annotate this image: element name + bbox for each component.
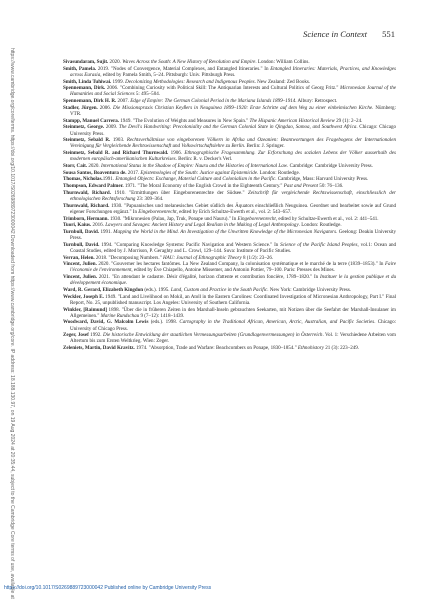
side-notice-text: https://www.cambridge.org/core/terms. https://doi.org/10.1017/S0269889723000042 Downloaded from https://www.cambridge.org/core. IP address: 18.188.130.97, on 19 Aug 2024 at 20:35:44, subject to the Cambridge Core terms of use, available at bbox=[9, 48, 15, 599]
reference-text: (eds.). 1998. bbox=[148, 319, 180, 326]
reference-author: Vincent, Julien. bbox=[63, 274, 98, 281]
reference-title: HAU: Journal of Ethnographic Theory bbox=[162, 254, 242, 261]
reference-entry bbox=[63, 170, 396, 176]
reference-author: Zeleniets, Martin, David Kravitz. bbox=[63, 345, 135, 352]
reference-text: , vol.1: Ocean and Coastal Studies, edited by J. Morrison, P. Geraghty and L. Crowl, 129–144. Suva: Institute of Pacific Studies. bbox=[70, 241, 396, 254]
reference-text: 1974. "Absorption, Trade and Warfare: Beachcombers on Ponape, 1830–1854." bbox=[134, 345, 298, 352]
reference-text: 21 (3): 223–249. bbox=[323, 345, 360, 352]
reference-text: . London: William Collins. bbox=[255, 59, 310, 65]
reference-text: 2016. bbox=[91, 222, 106, 229]
reference-entry bbox=[63, 79, 396, 85]
reference-text: 1949. "The Evolution of Weights and Measures in New Spain." bbox=[118, 117, 250, 124]
reference-title: Rechtsverhältnisse von eingeborenen Völkern in Afrika und Ozeanien: Beantwortungen des Fragebogens der Internationalen Vereinigung für Vergleichende Rechtswissenschaft und Volkswirtschaftslehre zu Berlin bbox=[70, 137, 396, 150]
reference-entry bbox=[63, 66, 396, 78]
reference-text: . Chicago: Chicago University Press. bbox=[70, 124, 396, 137]
reference-title: Die Missionspraxis Christian Keyßers in Neuguinea 1899–1920: Erste Schritte auf dem Weg zu einer einheimischen Kirche bbox=[112, 104, 373, 111]
reference-title: The Hispanic American Historical Review bbox=[249, 117, 335, 124]
reference-text: . London: Routledge. bbox=[257, 169, 300, 176]
reference-title: Ethnohistory bbox=[297, 345, 324, 352]
reference-entry bbox=[63, 59, 396, 65]
reference-author: Spennemann, Dirk H. R. bbox=[63, 98, 117, 105]
reference-text: . London: Routledge. bbox=[298, 222, 342, 229]
reference-entry bbox=[63, 332, 396, 344]
reference-text: 1999. bbox=[111, 78, 126, 85]
reference-text: 1903. bbox=[110, 137, 127, 144]
reference-entry bbox=[63, 307, 396, 319]
reference-author: Stadler, Jürgen. bbox=[63, 104, 98, 111]
reference-text: 2009. bbox=[104, 124, 119, 131]
reference-entry bbox=[63, 203, 396, 215]
reference-entry bbox=[63, 163, 396, 169]
reference-author: Thomas, Nicholas. bbox=[63, 176, 103, 183]
reference-text: 2019. "Nodes of Convergence, Material Complexes, and Entangled Itineraries." In bbox=[96, 65, 271, 72]
reference-title: Die historische Entwicklung der staatlichen Vermessungsarbeiten (Grundlagenvermessungen) in Österreich bbox=[102, 332, 323, 339]
reference-title: Entangled Objects: Exchange, Material Culture and Colonialism in the Pacific bbox=[115, 176, 276, 183]
reference-title: Mapping the World in the Mind. An Investigation of the Unwritten Knowledge of the Micronesian Navigators bbox=[113, 228, 337, 235]
reference-title: Zeitschrift für vergleichende Rechtswissenschaft, einschliesslich der ethnologischen Rechtsforschung bbox=[70, 189, 396, 202]
reference-title: Ethnographische Fragesammlung. Zur Erforschung des sozialen Lebens der Völker ausserhalb des modernen europäisch-amerikanischen Kulturkreises bbox=[70, 150, 397, 163]
reference-text: 8 (1/2): 23–26. bbox=[241, 254, 274, 261]
reference-entry bbox=[63, 287, 396, 293]
reference-text: . Berlin: R. v. Decker's Verl. bbox=[175, 156, 233, 163]
reference-entry bbox=[63, 255, 396, 261]
reference-author: Thompson, Edward Palmer. bbox=[63, 183, 124, 190]
reference-author: Turnbull, David. bbox=[63, 241, 100, 248]
reference-text: , edited by Ève Chiapello, Antoine Missemer, and Antonin Pottier, 79–100. Paris: Presses des Mines. bbox=[131, 267, 335, 274]
reference-text: 1994. "Comparing Knowledge Systems: Pacific Navigation and Western Science." In bbox=[99, 241, 281, 248]
side-download-notice bbox=[8, 48, 16, 599]
reference-text: 1930. "Mikronesien (Palau, Jap, Truk, Ponape und Nauru)." In bbox=[108, 215, 238, 222]
reference-text: . Nürnberg: VTR. bbox=[70, 104, 396, 117]
reference-author: Steinmetz, Sebald R. and Richard Thurnwald. bbox=[63, 150, 169, 157]
reference-text: . Albury: Retrospect. bbox=[295, 98, 338, 105]
reference-text: . New Zealand: Zed Books. bbox=[254, 78, 311, 85]
reference-title: Micronesian Journal of the Humanities and Social Sciences bbox=[70, 85, 396, 98]
reference-title: Lawyers and Savages: Ancient History and Legal Realism in the Making of Legal Anthropology bbox=[105, 222, 299, 229]
reference-author: Weckler, Joseph E. bbox=[63, 293, 104, 300]
reference-entry bbox=[63, 105, 396, 117]
reference-title: Edge of Empire: The German Colonial Period in the Mariana Islands 1899–1914 bbox=[130, 98, 296, 105]
reference-text: 1910. "Ermittlungen über Eingeborenenrechte der Südsee." bbox=[110, 189, 248, 196]
doi-footer-link[interactable]: https://doi.org/10.1017/S0269889723000042 Published online by Cambridge University Press bbox=[4, 585, 212, 591]
reference-text: . Cambridge, Mass: Harvard University Press. bbox=[275, 176, 369, 183]
reference-text: . Cambridge: Cambridge University Press. bbox=[287, 162, 373, 169]
reference-author: Thurnwald, Richard. bbox=[63, 202, 110, 209]
reference-text: 1949. "Land and Livelihood on Mokil, an Atoll in the Eastern Carolines: Coordinated Investigation of Micronesian Anthropology, Part I." Final Report, No. 25, unpublished manuscript. Los Angeles: University of Southern California. bbox=[70, 293, 396, 306]
reference-author: Zeger, Josef bbox=[63, 332, 89, 339]
reference-text: 2020. bbox=[108, 59, 123, 65]
reference-text: . New York: Cambridge University Press. bbox=[267, 287, 352, 294]
reference-entry bbox=[63, 98, 396, 104]
reference-author: Trimborn, Hermann. bbox=[63, 215, 109, 222]
reference-entry bbox=[63, 216, 396, 222]
reference-text: . Vol. 1: Verschiedene Arbeiten vom Altertum bis zum Ersten Weltkrieg. Wien: Zeger. bbox=[70, 332, 396, 345]
reference-title: Cartography in the Traditional African, American, Arctic, Australian, and Pacific Societies bbox=[179, 319, 375, 326]
reference-author: Turnbull, David. bbox=[63, 228, 100, 235]
reference-title: Waves Across the South: A New History of Revolution and Empire bbox=[122, 59, 256, 65]
reference-text: . Geelong: Deakin University Press. bbox=[70, 228, 396, 242]
reference-author: Smith, Linda Tuhiwai. bbox=[63, 78, 112, 85]
reference-entry bbox=[63, 85, 396, 97]
reference-title: Marine Rundschau bbox=[100, 312, 140, 319]
reference-author: Ward, R. Gerard, Elizabeth Kingdon bbox=[63, 287, 144, 294]
reference-entry bbox=[63, 319, 396, 331]
reference-author: Tuori, Kaius. bbox=[63, 222, 92, 229]
reference-entry bbox=[63, 222, 396, 228]
reference-text: 2021. "En attendant le cadastre. Désir d'égalité, horizon d'attente et contribution foncière, 1789–1820." In bbox=[97, 274, 320, 281]
reference-entry bbox=[63, 229, 396, 241]
reference-text: 2020. "Gouverner les hectares fantômes. La New Zealand Company, la colonisation systématique et le marché de la terre (1839–1853)." In bbox=[96, 261, 385, 268]
reference-author: Sousa Santos, Boaventura de. bbox=[63, 169, 127, 176]
reference-title: Science of the Pacific Island Peoples bbox=[280, 241, 358, 248]
reference-entry bbox=[63, 242, 396, 254]
reference-entry bbox=[63, 137, 396, 149]
reference-entry bbox=[63, 294, 396, 306]
reference-entry bbox=[63, 150, 396, 162]
reference-author: Steinmetz, Sebald R. bbox=[63, 137, 111, 144]
reference-title: Eingeborenenrecht bbox=[138, 208, 177, 215]
reference-text: 1898. "Über die in früheren Zeiten in den Marshall-Inseln gebrauchten Seekarten, mit Notizen über die Seefahrt der Marshall-Insulaner im Allgemeinen." bbox=[70, 306, 396, 319]
reference-entry bbox=[63, 176, 396, 182]
reference-author: Woodward, David, G. Malcolm Lewis bbox=[63, 319, 149, 326]
reference-author: Sivasundaram, Sujit. bbox=[63, 59, 109, 65]
reference-text: 9 (7–12): 1418–1439. bbox=[139, 312, 185, 319]
reference-entry bbox=[63, 274, 396, 286]
reference-title: Decolonizing Methodologies: Research and Indigenous Peoples bbox=[125, 78, 255, 85]
page-number: 551 bbox=[382, 29, 395, 39]
reference-title: International Status in the Shadow of Empire: Nauru and the Histories of International Law bbox=[100, 162, 288, 169]
reference-author: Smith, Pamela. bbox=[63, 65, 97, 72]
reference-text: 1992. bbox=[88, 332, 103, 339]
reference-text: 1991. bbox=[102, 176, 116, 183]
reference-text: , edited by Pamela Smith, 5–24. Pittsburgh: Univ. Pittsburgh Press. bbox=[100, 71, 236, 78]
reference-title: Epistemologies of the South: Justice against Epistemicide bbox=[140, 169, 258, 176]
reference-text: . Chicago: University of Chicago Press. bbox=[70, 319, 397, 332]
running-header bbox=[0, 28, 422, 42]
reference-text: . bbox=[125, 280, 128, 287]
reference-text: 2006. "Combining Curiosity with Political Skill: The Antiquarian Interests and Cultural Politics of Georg Fritz." bbox=[105, 85, 341, 92]
reference-text: 1991. bbox=[99, 228, 114, 235]
reference-entry bbox=[63, 124, 396, 136]
reference-text: 2007. bbox=[116, 98, 131, 105]
reference-text: 2018. "Decomposing Numbers." bbox=[94, 254, 163, 261]
reference-text: 2020. bbox=[87, 162, 101, 169]
reference-text: 5: 495–504. bbox=[134, 91, 160, 98]
reference-list bbox=[63, 59, 396, 352]
reference-author: Spennemann, Dirk. bbox=[63, 85, 106, 92]
reference-text: 23: 309–364. bbox=[135, 195, 164, 202]
reference-text: 1971. "The Moral Economy of the English Crowd in the Eighteenth Century." bbox=[123, 183, 284, 190]
reference-title: Past and Present bbox=[283, 183, 319, 190]
reference-author: Steinmetz, George. bbox=[63, 124, 105, 131]
reference-text: 2006. bbox=[97, 104, 113, 111]
reference-author: Thurnwald, Richard. bbox=[63, 189, 111, 196]
reference-text: 50: 76–136. bbox=[318, 183, 344, 190]
reference-author: Storr, Cait. bbox=[63, 162, 88, 169]
reference-author: Winkler, [Raimund] bbox=[63, 306, 107, 313]
reference-entry bbox=[63, 345, 396, 351]
reference-text: . Berlin: J. Springer. bbox=[243, 143, 285, 150]
reference-entry bbox=[63, 261, 396, 273]
reference-title: Entangled Itineraries: Materials, Practices, and Knowledges across Eurasia bbox=[70, 65, 396, 78]
reference-author: Vincent, Julien. bbox=[63, 261, 97, 268]
reference-text: , edited by Erich Schultze-Ewerth et al., vol. 2: 543–657. bbox=[176, 208, 292, 215]
journal-title: Science in Context bbox=[303, 29, 367, 39]
reference-entry bbox=[63, 190, 396, 202]
reference-text: 1906. bbox=[168, 150, 185, 157]
reference-text: 29 (1): 2–24. bbox=[334, 117, 363, 124]
reference-title: Eingeborenenrecht bbox=[237, 215, 276, 222]
reference-text: (eds.). 1995. bbox=[143, 287, 171, 294]
reference-author: Stampp, Manuel Carrera. bbox=[63, 117, 119, 124]
reference-text: 1930. "Papuanisches und melanesisches Gebiet südlich des Äquators einschließlich Neuguinea. Geordnet und bearbeitet sowie auf Grund eigener Forschungen ergänzt." In bbox=[70, 202, 396, 215]
reference-title: The Devil's Handwriting: Precoloniality and the German Colonial State in Qingdao, Samoa, and Southwest Africa bbox=[118, 124, 357, 131]
reference-title: Faire l'économie de l'environnement bbox=[70, 261, 396, 274]
reference-author: Verran, Helen. bbox=[63, 254, 95, 261]
reference-text: , edited by Schultze-Ewerth et al., vol. 2: 441–541. bbox=[275, 215, 379, 222]
reference-title: Instituer le la gestion publique et du développement économique bbox=[70, 274, 397, 287]
reference-entry bbox=[63, 118, 396, 124]
reference-title: Land, Custom and Practice in the South Pacific bbox=[170, 287, 268, 294]
reference-text: 2017. bbox=[126, 169, 141, 176]
reference-entry bbox=[63, 183, 396, 189]
